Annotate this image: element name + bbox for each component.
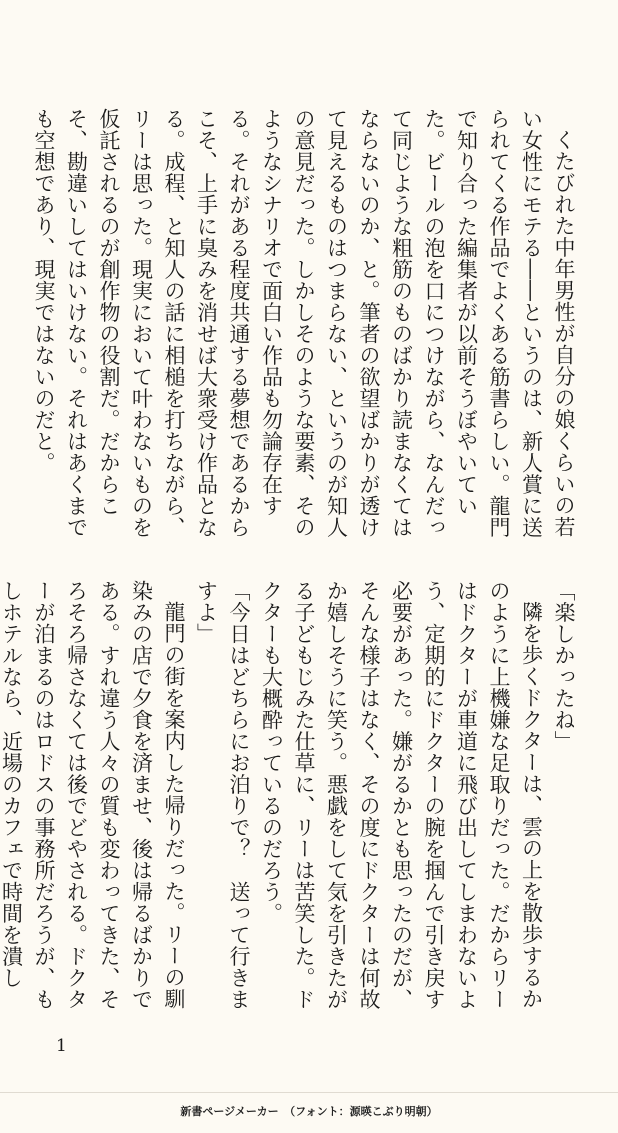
- paragraph: くたびれた中年男性が自分の娘くらいの若い女性にモテる――というのは、新人賞に送られてくる作品でよくある筋書らしい。龍門で知り合った編集者が以前そうぼやいていた。ビールの泡を口につけながら、なんだって同じような粗筋のものばかり読まなくてはならないのか、と。筆者の欲望ばかりが透けて見えるものはつまらない、というのが知人の意見だった。しかしそのような要素、そのようなシナリオで面白い作品も勿論存在する。それがある程度共通する夢想であるからこそ、上手に臭みを消せば大衆受け作品となる。成程、と知人の話に相槌を打ちながら、リーは思った。現実において叶わないものを仮託されるのが創作物の役割だ。だからこそ、勘違いしてはいけない。それはあくまでも空想であり、現実ではないのだと。: [32, 108, 576, 538]
- page-number: 1: [56, 1036, 67, 1056]
- dialogue-line: 「今日はどちらにお泊りで？ 送って行きますよ」: [194, 580, 251, 1010]
- dialogue-line: 「楽しかったね」: [552, 580, 576, 752]
- footer-credit: 新書ページメーカー （フォント：源暎こぶり明朝）: [0, 1092, 618, 1133]
- text-block-top: [32, 108, 580, 548]
- paragraph: 隣を歩くドクターは、雲の上を散歩するかのように上機嫌な足取りだった。だからリーはドクターが車道に飛び出してしまわないよう、定期的にドクターの腕を掴んで引き戻す必要があった。嫌がるかとも思ったのだが、そんな様子はなく、その度にドクターは何故か嬉しそうに笑う。悪戯をして気を引きたがる子どもじみた仕草に、リーは苦笑した。ドクターも大概酔っているのだろう。: [259, 580, 544, 1010]
- paragraph: 龍門の街を案内した帰りだった。リーの馴染みの店で夕食を済ませ、後は帰るばかりである。すれ違う人々の質も変わってきた、そろそろ帰さなくては後でどやされる。ドクターが泊まるのはロドスの事務所だろうが、もしホテルなら、近場のカフェで時間を潰し: [0, 580, 186, 1010]
- text-block-bottom: [0, 580, 580, 1020]
